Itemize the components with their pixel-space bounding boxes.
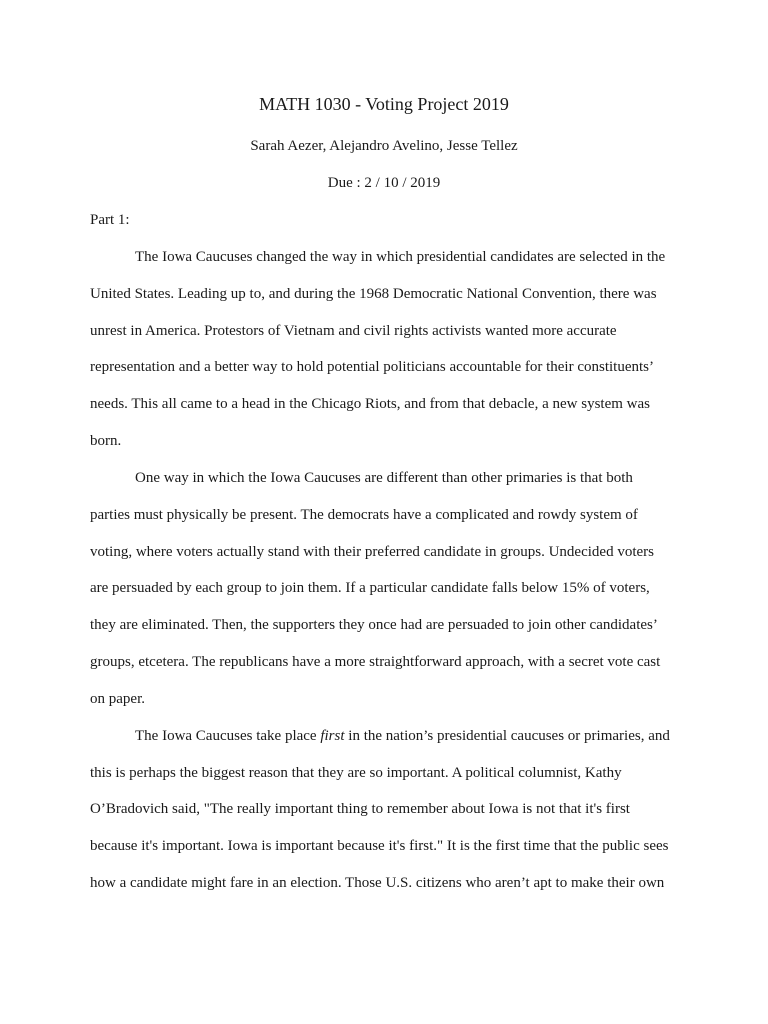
- paragraph-line: representation and a better way to hold potential politicians accountable for their constituents’: [90, 359, 654, 375]
- paragraph-line: parties must physically be present. The democrats have a complicated and rowdy system of: [90, 507, 638, 523]
- due-date: Due : 2 / 10 / 2019: [327, 175, 441, 191]
- paragraph-line: The Iowa Caucuses changed the way in which presidential candidates are selected in the: [135, 249, 666, 265]
- text-run: The Iowa Caucuses take place: [135, 728, 321, 744]
- paragraph-line: they are eliminated. Then, the supporters they once had are persuaded to join other candidates’: [90, 617, 658, 633]
- paragraph-line: United States. Leading up to, and during the 1968 Democratic National Convention, there was: [90, 286, 657, 302]
- paragraph-line: on paper.: [90, 691, 145, 707]
- paragraph-line: O’Bradovich said, "The really important thing to remember about Iowa is not that it's first: [90, 801, 630, 817]
- paragraph-line: One way in which the Iowa Caucuses are different than other primaries is that both: [135, 470, 633, 486]
- paragraph-line: voting, where voters actually stand with their preferred candidate in groups. Undecided voters: [90, 544, 654, 560]
- paragraph-line: unrest in America. Protestors of Vietnam and civil rights activists wanted more accurate: [90, 323, 617, 339]
- paragraph-line: groups, etcetera. The republicans have a more straightforward approach, with a secret vote cast: [90, 654, 661, 670]
- text-run: in the nation’s presidential caucuses or primaries, and: [344, 728, 670, 744]
- emphasis-text: first: [320, 728, 345, 744]
- document-title: MATH 1030 - Voting Project 2019: [259, 94, 509, 114]
- author-names: Sarah Aezer, Alejandro Avelino, Jesse Tellez: [250, 138, 518, 154]
- paragraph-line: needs. This all came to a head in the Chicago Riots, and from that debacle, a new system was: [90, 396, 650, 412]
- paragraph-line: because it's important. Iowa is important because it's first." It is the first time that the public sees: [90, 838, 669, 854]
- paragraph-line: this is perhaps the biggest reason that they are so important. A political columnist, Kathy: [90, 765, 622, 781]
- paragraph-line: born.: [90, 433, 122, 449]
- paragraph-line: how a candidate might fare in an election. Those U.S. citizens who aren’t apt to make their own: [90, 875, 665, 891]
- paragraph-line: are persuaded by each group to join them. If a particular candidate falls below 15% of voters,: [90, 580, 650, 596]
- paragraph-line: [135, 725, 670, 747]
- part-heading: Part 1:: [90, 212, 130, 228]
